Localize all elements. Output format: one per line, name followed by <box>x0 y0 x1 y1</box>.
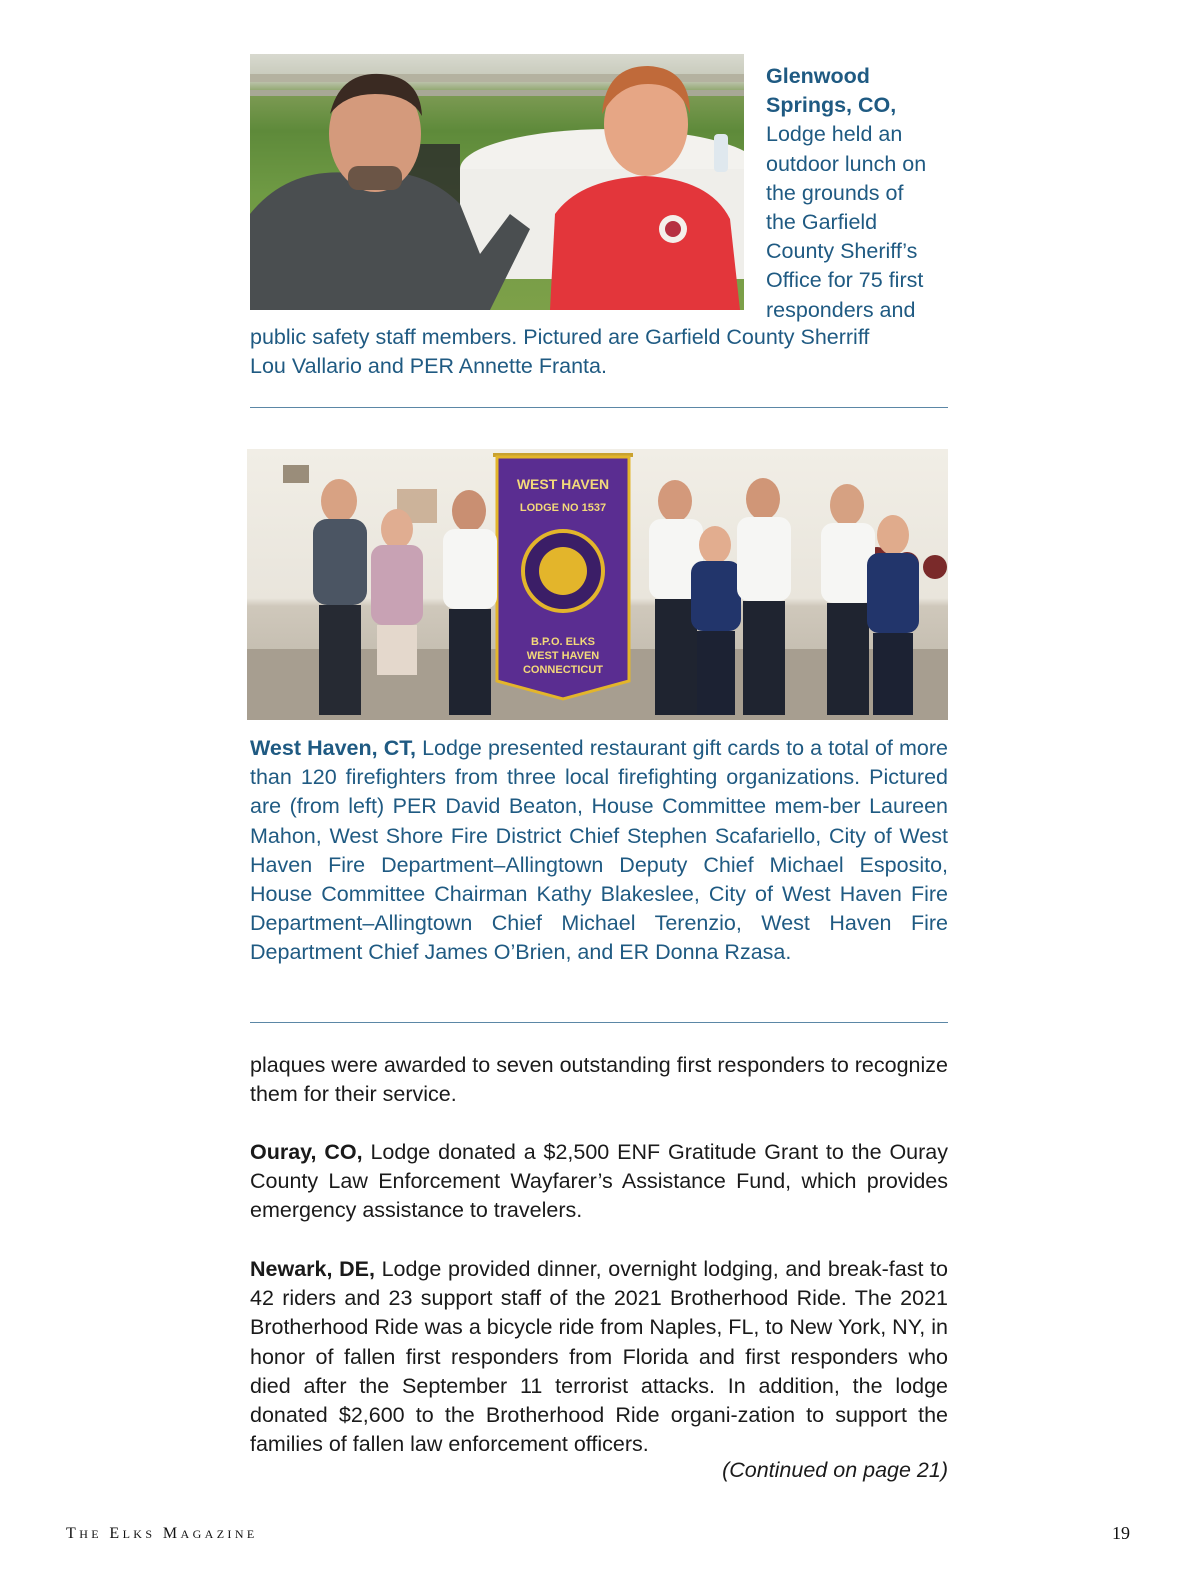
glenwood-side-line: Office for 75 first <box>766 268 924 293</box>
section-divider <box>250 407 948 408</box>
newark-article <box>250 1255 948 1459</box>
magazine-name <box>66 1525 258 1543</box>
footer-letters: LKS <box>122 1527 156 1541</box>
footer-letters: AGAZINE <box>180 1527 258 1541</box>
banner-text-bpo: B.P.O. ELKS <box>531 636 595 648</box>
west-haven-photo-illustration <box>247 449 948 720</box>
banner-text-top: WEST HAVEN <box>516 476 610 492</box>
glenwood-full-line: Lou Vallario and PER Annette Franta. <box>250 354 607 379</box>
glenwood-side-line: outdoor lunch on <box>766 151 927 176</box>
ouray-lead: Ouray, CO, <box>250 1140 363 1164</box>
west-haven-photo <box>247 449 948 720</box>
article-continuation <box>250 1051 948 1109</box>
glenwood-photo <box>250 54 744 310</box>
glenwood-side-line: Lodge held an <box>766 122 903 147</box>
footer-letter: M <box>162 1525 181 1542</box>
section-divider <box>250 1022 948 1023</box>
glenwood-heading-1: Glenwood <box>766 64 870 88</box>
glenwood-photo-illustration <box>250 54 744 310</box>
west-haven-lead: West Haven, CT, <box>250 736 416 760</box>
newark-text: Lodge provided dinner, overnight lodging, and break-fast to 42 riders and 23 support staff of the 2021 Brotherhood Ride. The 2021 Brotherhood Ride was a bicycle ride from Naples, FL, to New York, NY, in honor of fallen first responders from Florida and first responders who died after the September 11 terrorist attacks. In addition, the lodge donated $2,600 to the Brotherhood Ride organi-zation to support the families of fallen law enforcement officers. <box>250 1257 948 1457</box>
ouray-text: Lodge donated a $2,500 ENF Gratitude Grant to the Ouray County Law Enforcement Wayfarer’s Assistance Fund, which provides emergency assistance to travelers. <box>250 1140 949 1223</box>
glenwood-side-line: the Garfield <box>766 210 878 235</box>
ouray-article <box>250 1138 948 1226</box>
banner-text-lodge: LODGE NO 1537 <box>519 502 607 514</box>
glenwood-side-line: the grounds of <box>766 180 904 205</box>
glenwood-side-line: County Sheriff’s <box>766 239 918 264</box>
newark-lead: Newark, DE, <box>250 1257 375 1281</box>
page-number: 19 <box>1112 1523 1130 1543</box>
continued-note: (Continued on page 21) <box>722 1458 948 1482</box>
glenwood-heading-2: Springs, CO, <box>766 93 897 118</box>
banner-text-city: WEST HAVEN <box>526 650 600 662</box>
glenwood-side-line: responders and <box>766 297 916 322</box>
west-haven-text: Lodge presented restaurant gift cards to a total of more than 120 firefighters from three local firefighting organizations. Pictured are (from left) PER David Beaton, House Committee mem-ber Laureen Mahon, West Shore Fire District Chief Stephen Scafariello, City of West Haven Fire Department–Allingtown Deputy Chief Michael Esposito, House Committee Chairman Kathy Blakeslee, City of West Haven Fire Department–Allingtown Chief Michael Terenzio, West Haven Fire Department Chief James O’Brien, and ER Donna Rzasa. <box>250 736 948 965</box>
continuation-text: plaques were awarded to seven outstanding first responders to recognize them for their service. <box>250 1053 948 1107</box>
glenwood-side-caption <box>766 62 966 325</box>
west-haven-caption <box>250 734 948 968</box>
footer-letter: T <box>66 1525 80 1542</box>
glenwood-full-caption <box>250 323 948 381</box>
banner-text-state: CONNECTICUT <box>522 664 604 676</box>
footer-letter: E <box>109 1525 123 1542</box>
footer-letters: HE <box>79 1527 102 1541</box>
glenwood-full-line: public safety staff members. Pictured are Garfield County Sherriff <box>250 325 870 349</box>
